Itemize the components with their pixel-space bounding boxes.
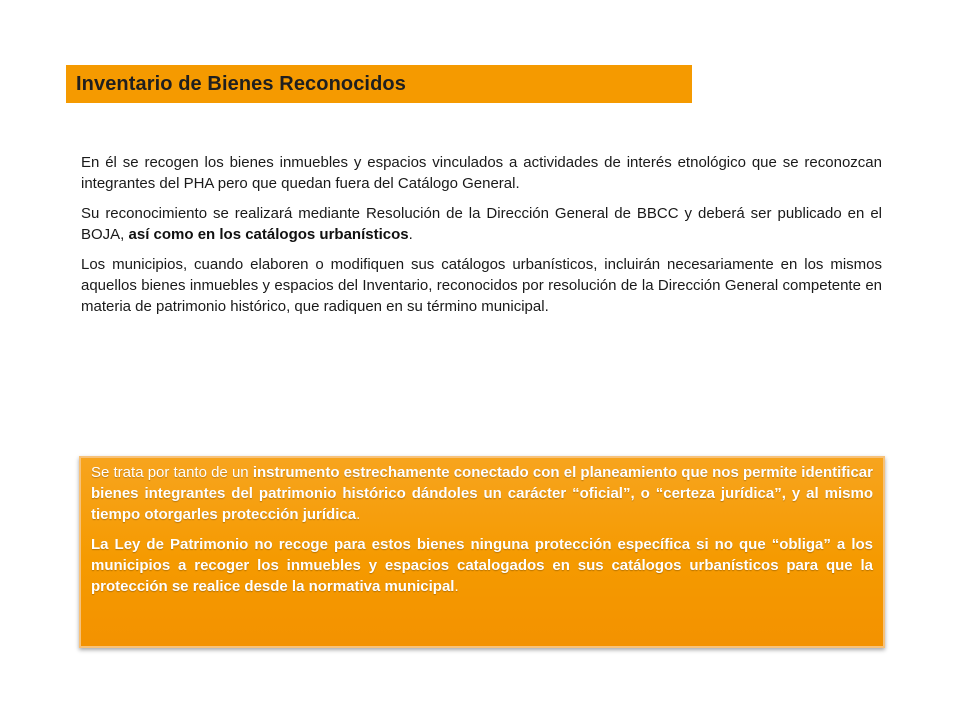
page-title: Inventario de Bienes Reconocidos (76, 72, 406, 95)
intro-paragraph-3 (81, 254, 882, 317)
intro-paragraph-1 (81, 152, 882, 194)
title-bar (66, 65, 692, 103)
callout-paragraph-1-prefix: Se trata por tanto de un (91, 464, 253, 481)
callout-box (79, 456, 885, 648)
intro-paragraph-2 (81, 203, 882, 245)
callout-paragraph-1 (91, 462, 873, 525)
intro-paragraph-3-text: Los municipios, cuando elaboren o modifiquen sus catálogos urbanísticos, incluirán necesariamente en los mismos aquellos bienes inmuebles y espacios del Inventario, reconocidos por resolución de la Dirección General competente en materia de patrimonio histórico, que radiquen en su término municipal. (81, 256, 882, 315)
callout-paragraph-2 (91, 534, 873, 597)
callout-paragraph-2-suffix: . (454, 578, 459, 595)
intro-paragraph-1-text: En él se recogen los bienes inmuebles y espacios vinculados a actividades de interés etnológico que se reconozcan integrantes del PHA pero que quedan fuera del Catálogo General. (81, 154, 882, 192)
callout-paragraph-2-emphasis: La Ley de Patrimonio no recoge para estos bienes ninguna protección específica si no que “obliga” a los municipios a recoger los inmuebles y espacios catalogados en sus catálogos urbanísticos para que la protección se realice desde la normativa municipal (91, 536, 873, 595)
intro-paragraph-2-suffix: . (408, 226, 413, 243)
callout-paragraph-1-emphasis: instrumento estrechamente conectado con el planeamiento que nos permite identificar bienes integrantes del patrimonio histórico dándoles un carácter “oficial”, o “certeza jurídica”, y al mismo tiempo otorgarles protección jurídica (91, 464, 873, 523)
intro-paragraph-2-emphasis: así como en los catálogos urbanísticos (128, 226, 409, 243)
callout-paragraph-1-suffix: . (356, 506, 361, 523)
intro-paragraph-2-prefix: Su reconocimiento se realizará mediante Resolución de la Dirección General de BBCC y deberá ser publicado en el BOJA, (81, 205, 882, 243)
intro-text-block (81, 152, 882, 326)
